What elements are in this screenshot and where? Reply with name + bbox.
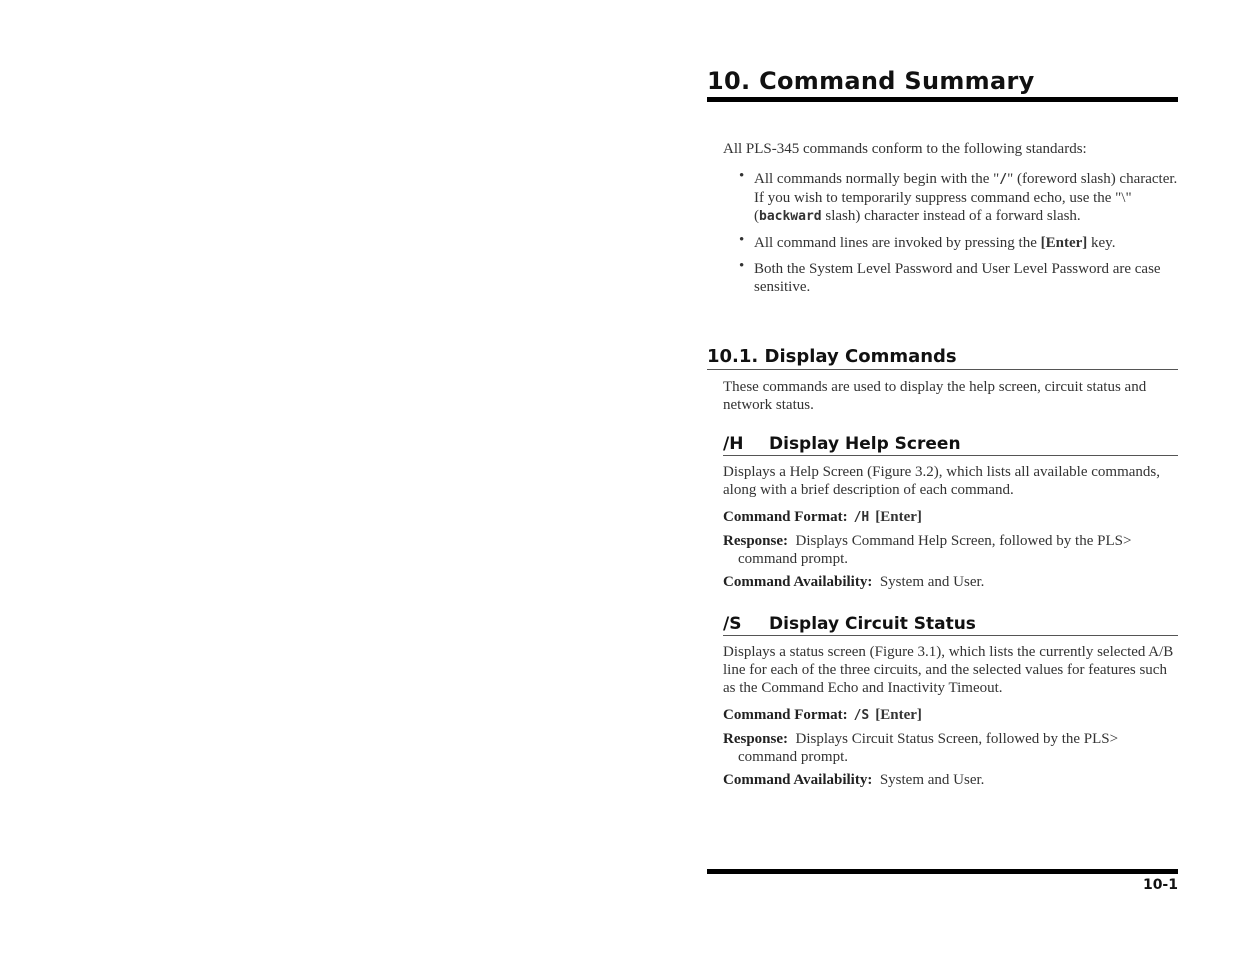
command-response xyxy=(723,532,1178,568)
command-name: Display Help Screen xyxy=(769,434,961,454)
availability-label: Command Availability: xyxy=(723,772,873,788)
standards-list xyxy=(739,170,1178,304)
command-description: Displays a status screen (Figure 3.1), which lists the currently selected A/B line for each of the three circuits, and the selected values for features such as the Command Echo and Inactivity Timeout. xyxy=(723,644,1174,696)
command-format xyxy=(723,508,1178,527)
command-availability xyxy=(723,771,1178,789)
footer-rule xyxy=(707,869,1178,874)
section-paragraph: These commands are used to display the help screen, circuit status and network status. xyxy=(723,379,1147,413)
format-code: /S xyxy=(853,708,870,723)
format-enter: [Enter] xyxy=(875,707,922,723)
response-text: Displays Command Help Screen, followed by the PLS> command prompt. xyxy=(738,533,1132,567)
bullet-icon: • xyxy=(739,168,745,184)
response-label: Response: xyxy=(723,731,789,747)
page-number: 10-1 xyxy=(1142,877,1178,893)
command-code: /H xyxy=(723,434,744,454)
availability-label: Command Availability: xyxy=(723,574,873,590)
bullet-text: All commands normally begin with the " xyxy=(754,171,1000,187)
command-response xyxy=(723,730,1178,766)
command-name: Display Circuit Status xyxy=(769,614,976,634)
command-description: Displays a Help Screen (Figure 3.2), which lists all available commands, along with a brief description of each command. xyxy=(723,464,1160,498)
format-label: Command Format: xyxy=(723,509,848,525)
format-enter: [Enter] xyxy=(875,509,922,525)
command-heading-help xyxy=(723,433,961,455)
chapter-title-rule xyxy=(707,97,1178,102)
command-rule xyxy=(723,635,1178,636)
backward-code: backward xyxy=(759,209,822,224)
list-item xyxy=(739,170,1178,226)
command-code: /S xyxy=(723,614,742,634)
availability-text: System and User. xyxy=(879,574,985,590)
command-rule xyxy=(723,455,1178,456)
response-text: Displays Circuit Status Screen, followed by the PLS> command prompt. xyxy=(738,731,1119,765)
command-heading-status xyxy=(723,613,976,635)
enter-key-label: [Enter] xyxy=(1040,235,1088,251)
list-item xyxy=(739,234,1178,252)
intro-paragraph: All PLS-345 commands conform to the following standards: xyxy=(723,141,1087,157)
availability-text: System and User. xyxy=(879,772,985,788)
section-rule xyxy=(707,369,1178,370)
forward-slash-code: / xyxy=(999,172,1008,187)
bullet-text: " (foreword slash) character. If you wish to temporarily suppress command echo, use the "\" ( xyxy=(754,171,1178,224)
document-page xyxy=(707,0,1178,954)
bullet-text: All command lines are invoked by pressing the xyxy=(754,235,1041,251)
bullet-icon: • xyxy=(739,258,745,274)
response-label: Response: xyxy=(723,533,789,549)
bullet-text: key. xyxy=(1087,235,1116,251)
section-title: 10.1. Display Commands xyxy=(707,346,957,367)
list-item xyxy=(739,260,1178,296)
bullet-text: slash) character instead of a forward slash. xyxy=(821,208,1081,224)
format-code: /H xyxy=(853,510,870,525)
command-block-help xyxy=(723,463,1178,596)
bullet-text: Both the System Level Password and User Level Password are case sensitive. xyxy=(754,261,1161,295)
command-availability xyxy=(723,573,1178,591)
bullet-icon: • xyxy=(739,232,745,248)
command-format xyxy=(723,706,1178,725)
format-label: Command Format: xyxy=(723,707,848,723)
command-block-status xyxy=(723,643,1178,794)
chapter-title: 10. Command Summary xyxy=(707,67,1035,95)
